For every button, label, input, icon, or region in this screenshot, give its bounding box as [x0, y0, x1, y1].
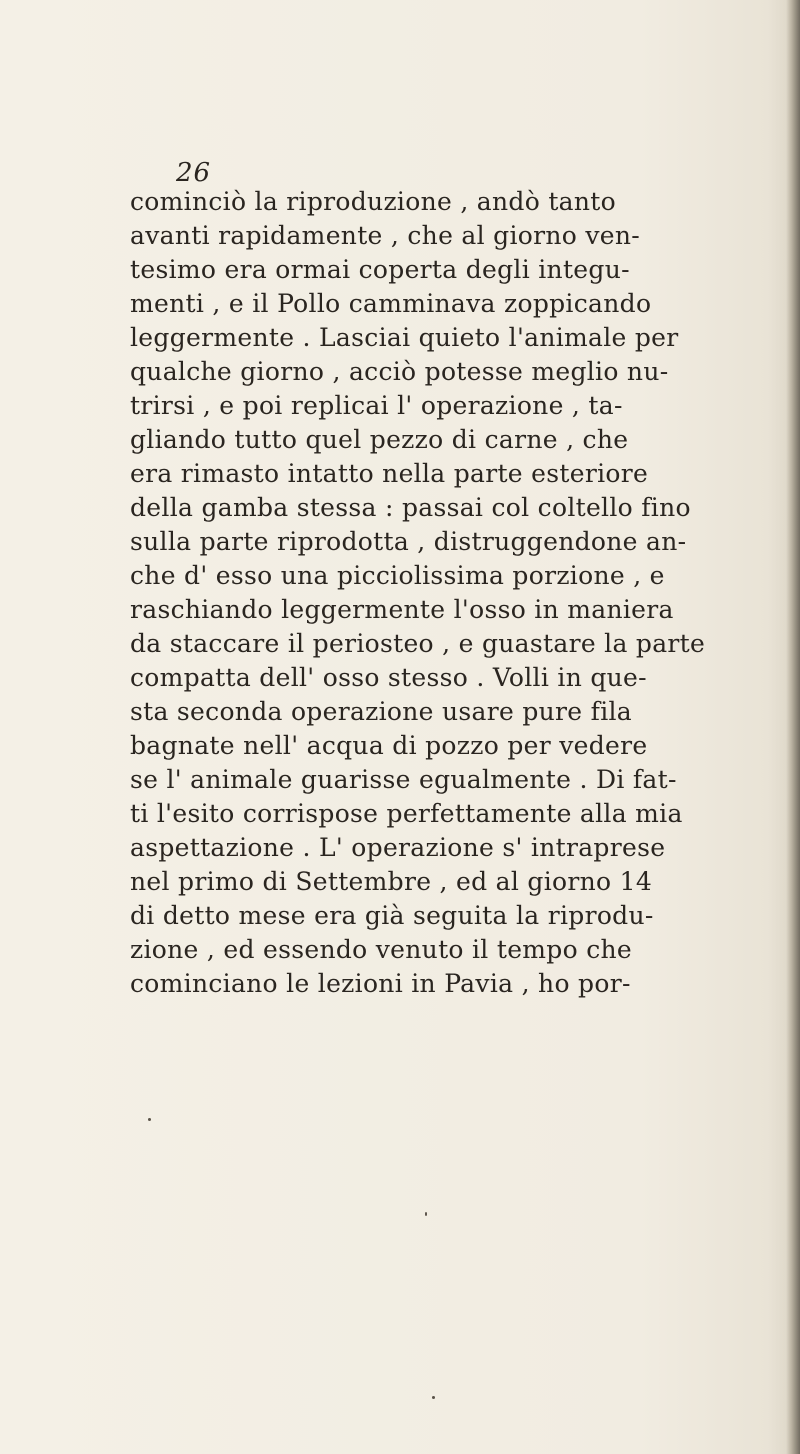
text-line: nel primo di Settembre , ed al giorno 14 — [130, 867, 653, 896]
ink-speck — [425, 1212, 427, 1216]
text-line: raschiando leggermente l'osso in maniera — [130, 595, 674, 624]
text-line: sta seconda operazione usare pure fila — [130, 697, 633, 726]
text-line: che d' esso una picciolissima porzione , e — [130, 561, 665, 590]
text-line: leggermente . Lasciai quieto l'animale per — [130, 323, 679, 352]
text-line: avanti rapidamente , che al giorno ven- — [130, 221, 641, 250]
page-number: 26 — [176, 158, 212, 188]
text-line: era rimasto intatto nella parte esteriore — [130, 459, 649, 488]
page-edge-shadow — [786, 0, 800, 1454]
text-line: zione , ed essendo venuto il tempo che — [130, 935, 633, 964]
text-line: della gamba stessa : passai col coltello fino — [130, 493, 691, 522]
text-line: cominciano le lezioni in Pavia , ho por- — [130, 969, 631, 998]
text-line: di detto mese era già seguita la riprodu- — [130, 901, 654, 930]
text-line: tesimo era ormai coperta degli integu- — [130, 255, 630, 284]
text-line: menti , e il Pollo camminava zoppicando — [130, 289, 652, 318]
text-line: compatta dell' osso stesso . Volli in que- — [130, 663, 647, 692]
text-line: aspettazione . L' operazione s' intraprese — [130, 833, 666, 862]
body-text — [130, 185, 706, 1001]
text-line: bagnate nell' acqua di pozzo per vedere — [130, 731, 648, 760]
ink-speck — [432, 1396, 435, 1399]
text-line: sulla parte riprodotta , distruggendone an- — [130, 527, 687, 556]
ink-speck — [148, 1118, 151, 1121]
text-line: se l' animale guarisse egualmente . Di fat- — [130, 765, 677, 794]
text-line: gliando tutto quel pezzo di carne , che — [130, 425, 629, 454]
text-line: ti l'esito corrispose perfettamente alla mia — [130, 799, 683, 828]
text-line: qualche giorno , acciò potesse meglio nu- — [130, 357, 669, 386]
text-line: da staccare il periosteo , e guastare la parte — [130, 629, 706, 658]
text-line: trirsi , e poi replicai l' operazione , ta- — [130, 391, 623, 420]
text-line: cominciò la riproduzione , andò tanto — [130, 187, 616, 216]
